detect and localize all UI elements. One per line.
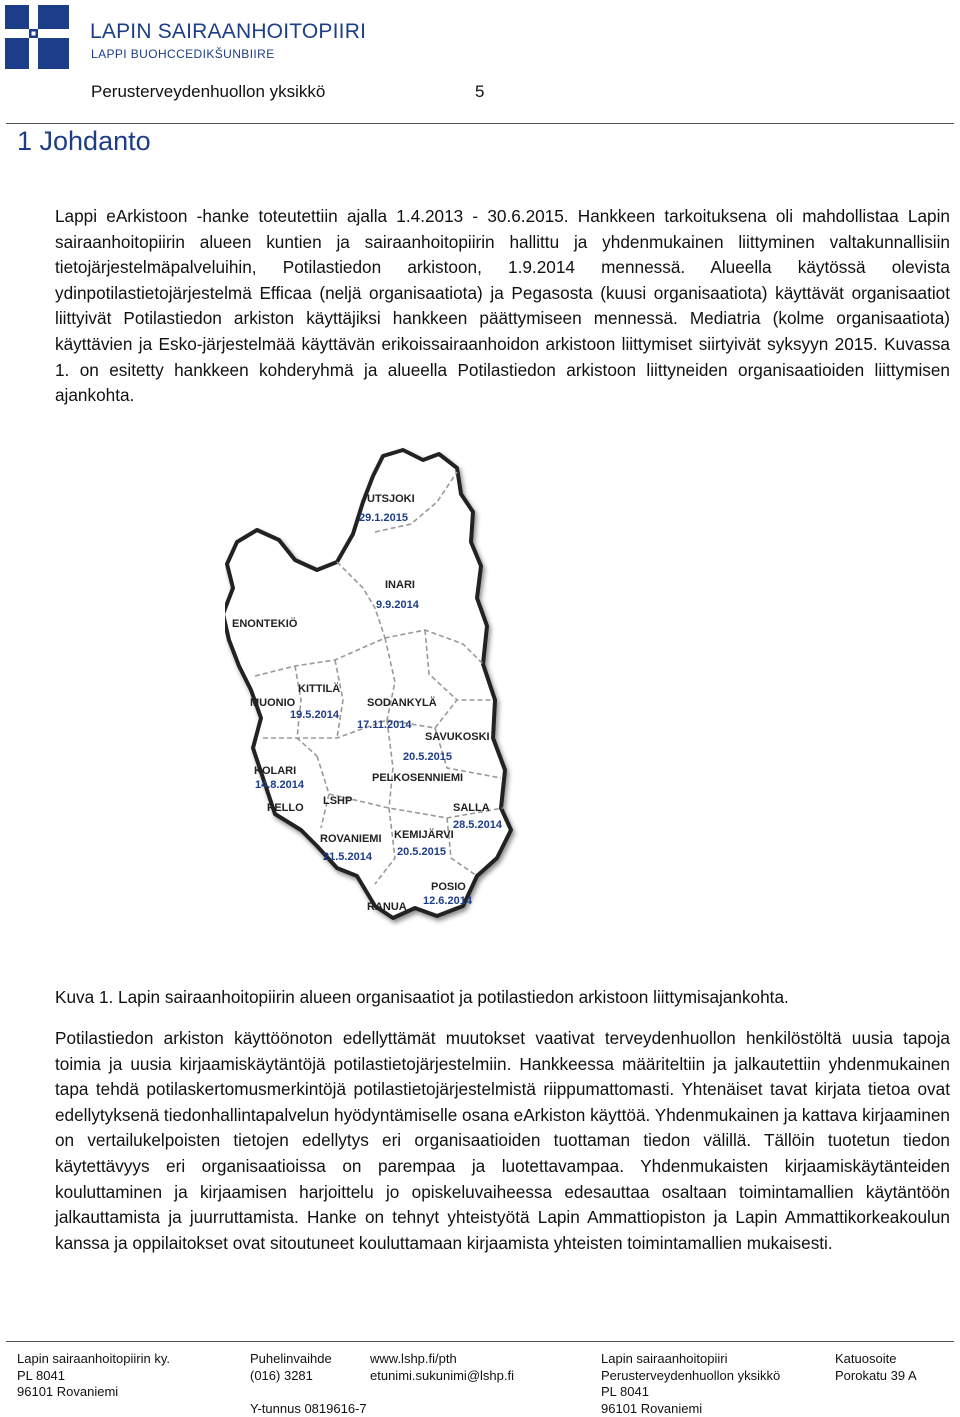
- map-date-salla: 28.5.2014: [453, 819, 502, 831]
- footer-text: PL 8041: [601, 1384, 649, 1399]
- intro-paragraph: Lappi eArkistoon -hanke toteutettiin ajalla 1.4.2013 - 30.6.2015. Hankkeen tarkoituksena oli mahdollistaa Lapin sairaanhoitopiirin alueen kuntien ja sairaanhoitopiirin hallittu ja yhdenmukainen liittyminen valtakunnallisiin tietojärjestelmäpalveluihin, Potilastiedon arkistoon, 1.9.2014 mennessä. Alueella käytössä olevista ydinpotilastietojärjestelmä Efficaa (neljä organisaatiota) ja Pegasosta (kuusi organisaatiota) käyttävät organisaatiot liittyivät Potilastiedon arkiston käyttäjiksi hankkeen päättymiseen mennessä. Mediatria (kolme organisaatiota) käyttävien ja Esko-järjestelmää käyttävän erikoissairaanhoidon arkistoon liittymiset siirtyivät syksyyn 2015. Kuvassa 1. on esitetty hankkeen kohderyhmä ja alueella Potilastiedon arkistoon liittyneiden organisaatioiden liittymisen ajankohta.: [55, 206, 950, 406]
- page-number: 5: [475, 82, 485, 101]
- map-date-utsjoki: 29.1.2015: [359, 512, 408, 524]
- body-paragraph: Potilastiedon arkiston käyttöönoton edellyttämät muutokset vaativat terveydenhuollon henkilöstöltä uusia tapoja toimia ja uusia kirjaamiskäytäntöjä potilastietojärjestelmiin. Hankkeessa määriteltiin ja jalkautettiin yhdenmukainen tapa tehdä potilaskertomusmerkintöjä potilastietojärjestelmistä riippumattomasti. Yhtenäiset tavat kirjata tietoa ovat edellytyksenä tiedonhallintapalvelun hyödyntämiselle osana eArkiston käyttöä. Yhdenmukainen ja kattava kirjaaminen on vertailukelpoisten tietojen edellytys eri organisaatioiden tuottaman tiedon välillä. Tällöin tuotetun tiedon käytettävyys eri organisaatioissa on parempaa ja luotettavampaa. Yhdenmukaisten kirjaamiskäytänteiden kouluttaminen ja kirjaamisen harjoittelu jo opiskeluvaiheessa edesauttaa osaltaan toimintamallien käytäntöön jalkauttamista ja juurruttamista. Hanke on tehnyt yhteistyötä Lapin Ammattiopiston ja Lapin Ammattikorkeakoulun kanssa ja oppilaitokset ovat sitoutuneet kouluttamaan kirjaamista yhteisten toimintamallien mukaisesti.: [55, 1028, 950, 1253]
- map-date-rovaniemi: 21.5.2014: [323, 851, 372, 863]
- map-date-pelkosenniemi: 20.5.2015: [403, 751, 452, 763]
- map-label-kittila: KITTILÄ: [298, 683, 341, 695]
- map-date-sodankyla: 17.11.2014: [357, 719, 412, 731]
- map-label-pelkosenniemi: PELKOSENNIEMI: [372, 772, 464, 784]
- footer-text: Perusterveydenhuollon yksikkö: [601, 1367, 781, 1383]
- map-label-lshp: LSHP: [323, 795, 353, 807]
- footer-text: 96101 Rovaniemi: [601, 1400, 703, 1416]
- map-label-inari: INARI: [385, 579, 415, 591]
- figure-caption: Kuva 1. Lapin sairaanhoitopiirin alueen organisaatiot ja potilastiedon arkistoon liittymisajankohta.: [55, 987, 789, 1007]
- section-title: 1 Johdanto: [17, 126, 151, 156]
- footer-col-unit: [601, 1351, 780, 1417]
- map-label-enontekio: ENONTEKIÖ: [232, 618, 298, 630]
- map-label-muonio: MUONIO: [250, 697, 296, 709]
- footer-text: Puhelinvaihde: [250, 1351, 332, 1366]
- header-divider: [6, 123, 954, 124]
- footer-link[interactable]: etunimi.sukunimi@lshp.fi: [370, 1367, 514, 1383]
- footer-divider: [6, 1341, 954, 1342]
- footer-col-address: [835, 1351, 917, 1384]
- org-subtitle: LAPPI BUOHCCEDIKŠUNBIIRE: [91, 47, 275, 61]
- footer-spacer: [250, 1384, 367, 1401]
- footer-text: Lapin sairaanhoitopiiri: [601, 1351, 728, 1366]
- footer-col-web: [370, 1351, 514, 1384]
- map-date-inari: 9.9.2014: [376, 599, 419, 611]
- map-date-posio: 12.6.2014: [423, 895, 472, 907]
- map-date-muonio: 19.5.2014: [290, 709, 339, 721]
- map-label-posio: POSIO: [431, 881, 466, 893]
- footer-link[interactable]: www.lshp.fi/pth: [370, 1351, 457, 1366]
- map-label-rovaniemi: ROVANIEMI: [320, 833, 382, 845]
- map-label-pello: PELLO: [267, 802, 304, 814]
- map-label-sodankyla: SODANKYLÄ: [367, 697, 437, 709]
- footer-col-phone: [250, 1351, 367, 1417]
- map-date-kemijarvi: 20.5.2015: [397, 846, 446, 858]
- footer-text: Porokatu 39 A: [835, 1367, 917, 1383]
- footer-text: 96101 Rovaniemi: [17, 1384, 119, 1399]
- footer-text: Lapin sairaanhoitopiirin ky.: [17, 1351, 170, 1366]
- map-label-salla: SALLA: [453, 802, 490, 814]
- map-label-savukoski: SAVUKOSKI: [425, 731, 490, 743]
- map-label-ranua: RANUA: [367, 901, 407, 913]
- org-name: LAPIN SAIRAANHOITOPIIRI: [90, 20, 367, 43]
- map-label-utsjoki: UTSJOKI: [367, 493, 415, 505]
- footer-text: (016) 3281: [250, 1367, 313, 1383]
- map-label-kemijarvi: KEMIJÄRVI: [394, 829, 454, 841]
- footer-text: Katuosoite: [835, 1351, 897, 1366]
- lapland-map: [225, 438, 525, 938]
- unit-name: Perusterveydenhuollon yksikkö: [91, 82, 326, 101]
- map-date-kolari: 14.8.2014: [255, 779, 304, 791]
- footer-col-org: [17, 1351, 170, 1401]
- logo-cross-icon: [5, 5, 69, 69]
- footer-text: PL 8041: [17, 1367, 65, 1383]
- footer-text: Y-tunnus 0819616-7: [250, 1400, 367, 1416]
- map-label-kolari: KOLARI: [254, 765, 297, 777]
